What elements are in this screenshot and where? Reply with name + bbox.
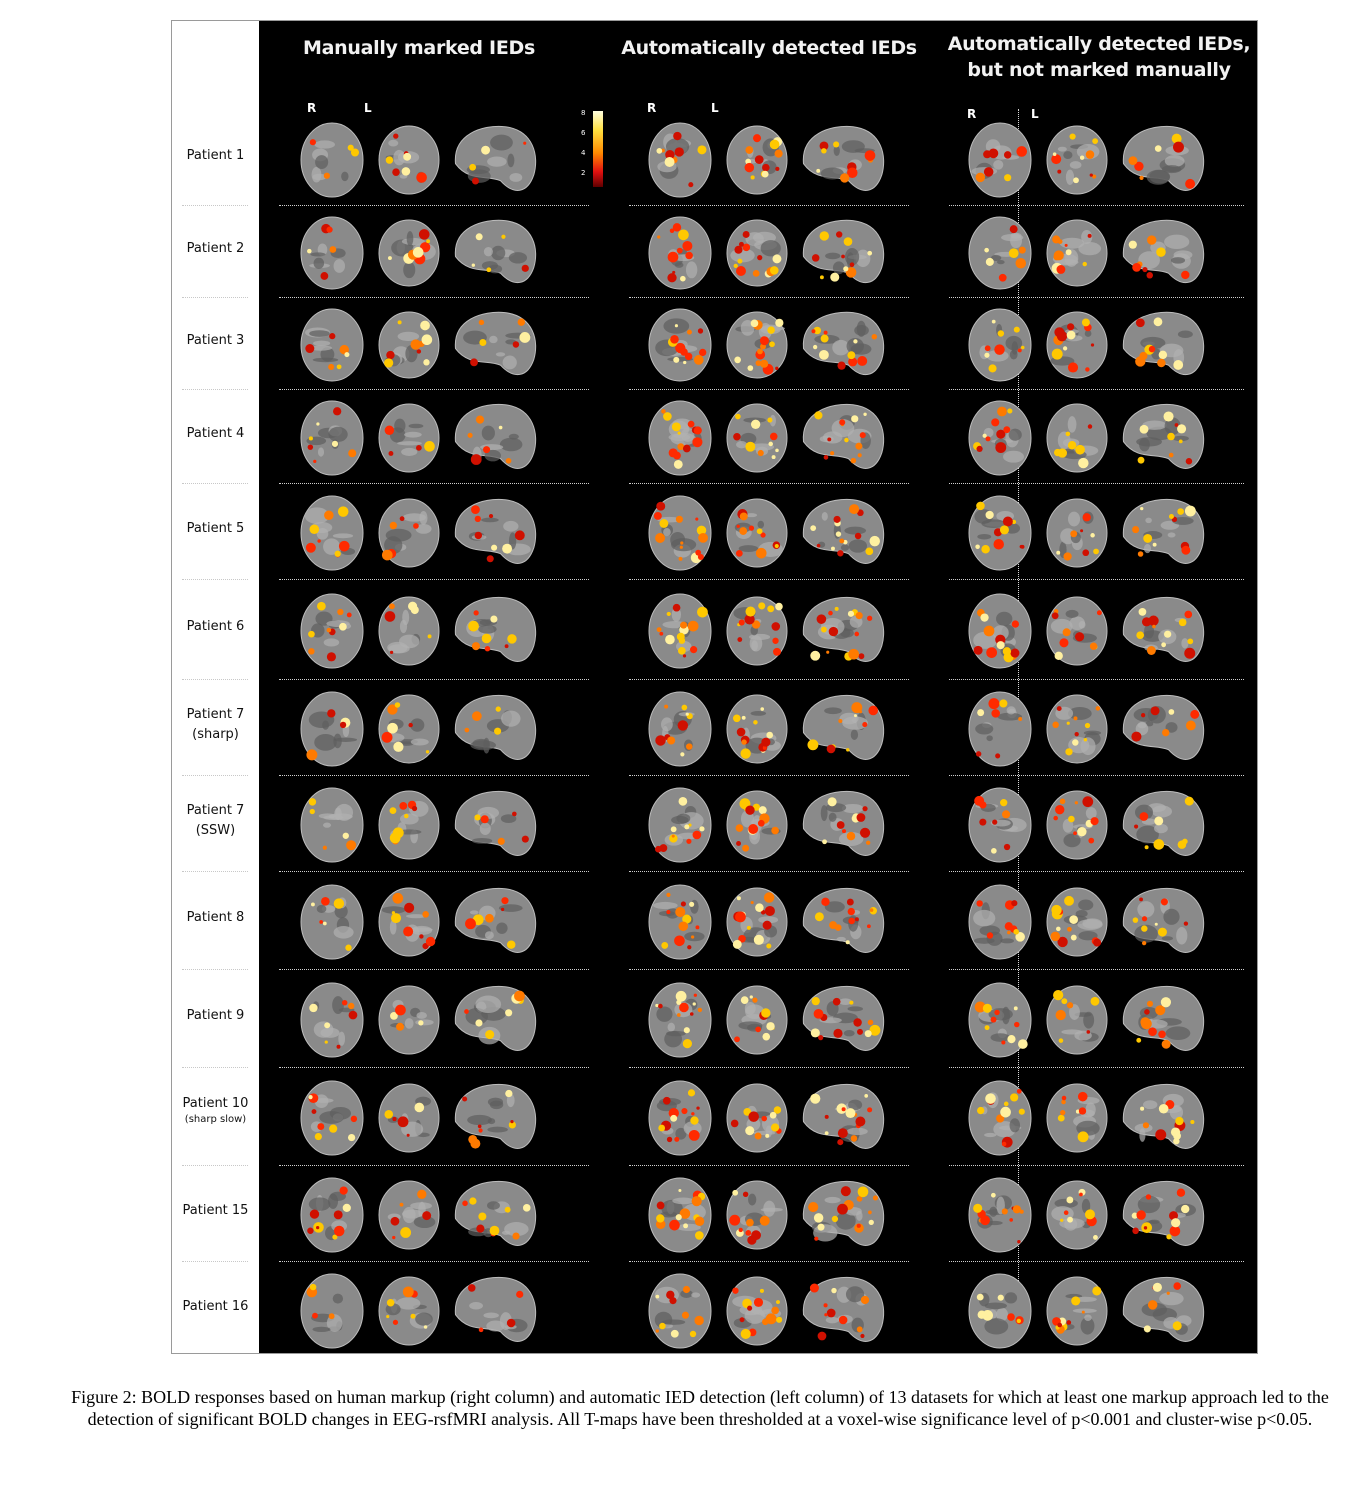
brain-slice-sagittal xyxy=(799,309,889,386)
colorbar-tick: 6 xyxy=(581,129,586,137)
brain-slice-coronal xyxy=(1045,984,1109,1061)
brain-slice-coronal xyxy=(1045,595,1109,672)
row-separator xyxy=(629,775,909,776)
brain-slice-coronal xyxy=(377,310,441,385)
row-label xyxy=(172,519,259,539)
row-separator xyxy=(629,389,909,390)
brain-slice-sagittal xyxy=(1119,123,1209,202)
row-separator xyxy=(949,679,1244,680)
patient-label: Patient 1 xyxy=(186,148,245,163)
brain-slice-axial xyxy=(299,1176,365,1259)
patient-label: Patient 4 xyxy=(186,426,245,441)
brain-slice-sagittal xyxy=(451,309,541,386)
brain-slice-sagittal xyxy=(799,123,889,202)
brain-slice-sagittal xyxy=(451,1081,541,1160)
label-separator xyxy=(182,1067,248,1068)
row-separator xyxy=(949,1067,1244,1068)
brain-slice-axial xyxy=(967,494,1033,577)
patient-sublabel: (SSW) xyxy=(195,823,236,838)
row-separator xyxy=(629,1261,909,1262)
row-label xyxy=(172,1094,259,1126)
brain-slice-coronal xyxy=(725,1179,789,1256)
brain-slice-sagittal xyxy=(451,692,541,771)
patient-label: Patient 16 xyxy=(182,1299,249,1314)
brain-slice-axial xyxy=(967,399,1033,482)
brain-slice-axial xyxy=(647,494,713,577)
brain-slice-coronal xyxy=(725,789,789,866)
row-separator xyxy=(629,969,909,970)
row-label xyxy=(172,146,259,166)
brain-slice-coronal xyxy=(377,218,441,293)
label-separator xyxy=(182,871,248,872)
row-separator xyxy=(629,297,909,298)
label-separator xyxy=(182,205,248,206)
brain-slice-sagittal xyxy=(799,1274,889,1353)
brain-slice-coronal xyxy=(725,1275,789,1352)
brain-slice-sagittal xyxy=(1119,1274,1209,1353)
column-title-automatic: Automatically detected IEDs xyxy=(621,37,917,59)
row-label xyxy=(172,705,259,745)
brain-slice-coronal xyxy=(377,693,441,770)
row-separator xyxy=(629,483,909,484)
brain-map-panel xyxy=(259,21,1257,1353)
column-title-manual: Manually marked IEDs xyxy=(303,37,535,59)
row-label xyxy=(172,424,259,444)
row-separator xyxy=(279,775,589,776)
brain-slice-coronal xyxy=(1045,693,1109,770)
brain-slice-sagittal xyxy=(451,496,541,575)
row-label-column xyxy=(172,21,259,1353)
brain-slice-axial xyxy=(967,1079,1033,1162)
row-label xyxy=(172,239,259,259)
row-separator xyxy=(279,1261,589,1262)
patient-label: Patient 15 xyxy=(182,1203,249,1218)
row-separator xyxy=(949,1165,1244,1166)
brain-slice-coronal xyxy=(1045,124,1109,201)
brain-slice-sagittal xyxy=(1119,692,1209,771)
colorbar-tick: 8 xyxy=(581,109,586,117)
patient-label: Patient 3 xyxy=(186,333,245,348)
brain-slice-sagittal xyxy=(451,217,541,294)
label-separator xyxy=(182,679,248,680)
row-separator xyxy=(279,871,589,872)
brain-slice-sagittal xyxy=(1119,496,1209,575)
figure-caption: Figure 2: BOLD responses based on human markup (right column) and automatic IED detection (left column) of 13 datasets for which at least one markup approach led to the detection of significant BOLD changes in EEG-rsfMRI analysis. All T-maps have been thresholded at a voxel-wise significance level of p<0.001 and cluster-wise p<0.05. xyxy=(71,1387,1329,1429)
brain-slice-sagittal xyxy=(1119,309,1209,386)
row-separator xyxy=(949,205,1244,206)
brain-slice-sagittal xyxy=(451,983,541,1062)
brain-slice-coronal xyxy=(377,595,441,672)
row-label xyxy=(172,617,259,637)
brain-slice-axial xyxy=(967,121,1033,204)
brain-slice-coronal xyxy=(377,1275,441,1352)
brain-slice-coronal xyxy=(1045,402,1109,479)
brain-slice-sagittal xyxy=(451,123,541,202)
brain-slice-coronal xyxy=(377,1179,441,1256)
brain-slice-sagittal xyxy=(799,401,889,480)
row-label xyxy=(172,1297,259,1317)
row-separator xyxy=(279,297,589,298)
row-separator xyxy=(629,679,909,680)
brain-slice-axial xyxy=(647,883,713,966)
row-separator xyxy=(629,1165,909,1166)
row-separator xyxy=(279,1067,589,1068)
brain-slice-coronal xyxy=(1045,497,1109,574)
brain-slice-sagittal xyxy=(799,885,889,964)
brain-slice-axial xyxy=(967,307,1033,388)
patient-label: Patient 8 xyxy=(186,910,245,925)
row-separator xyxy=(279,389,589,390)
patient-label: Patient 10 xyxy=(182,1096,249,1111)
brain-slice-axial xyxy=(299,215,365,296)
brain-slice-coronal xyxy=(1045,310,1109,385)
label-separator xyxy=(182,1261,248,1262)
brain-slice-coronal xyxy=(377,497,441,574)
colorbar-tick: 2 xyxy=(581,169,586,177)
patient-label: Patient 7 xyxy=(186,803,245,818)
brain-slice-coronal xyxy=(1045,886,1109,963)
brain-slice-axial xyxy=(299,883,365,966)
row-separator xyxy=(279,579,589,580)
brain-slice-coronal xyxy=(725,402,789,479)
patient-label: Patient 2 xyxy=(186,241,245,256)
brain-slice-axial xyxy=(967,592,1033,675)
brain-slice-axial xyxy=(647,981,713,1064)
brain-slice-axial xyxy=(299,690,365,773)
brain-slice-coronal xyxy=(377,124,441,201)
brain-slice-sagittal xyxy=(799,692,889,771)
row-separator xyxy=(949,483,1244,484)
patient-sublabel: (sharp slow) xyxy=(184,1114,247,1125)
brain-slice-coronal xyxy=(377,789,441,866)
brain-slice-coronal xyxy=(725,124,789,201)
label-separator xyxy=(182,579,248,580)
brain-slice-sagittal xyxy=(799,594,889,673)
brain-slice-sagittal xyxy=(1119,1178,1209,1257)
brain-slice-axial xyxy=(647,786,713,869)
brain-slice-axial xyxy=(299,1079,365,1162)
brain-slice-coronal xyxy=(725,984,789,1061)
row-label xyxy=(172,1201,259,1221)
brain-slice-sagittal xyxy=(1119,885,1209,964)
brain-slice-sagittal xyxy=(1119,983,1209,1062)
row-separator xyxy=(949,579,1244,580)
brain-slice-sagittal xyxy=(1119,1081,1209,1160)
brain-slice-axial xyxy=(967,786,1033,869)
left-marker: L xyxy=(711,101,719,115)
brain-slice-axial xyxy=(647,592,713,675)
t-value-colorbar xyxy=(593,111,603,187)
brain-slice-coronal xyxy=(377,402,441,479)
brain-slice-coronal xyxy=(377,1082,441,1159)
brain-slice-sagittal xyxy=(451,788,541,867)
patient-label: Patient 7 xyxy=(186,707,245,722)
right-marker: R xyxy=(647,101,657,115)
brain-slice-sagittal xyxy=(451,594,541,673)
brain-slice-coronal xyxy=(725,218,789,293)
patient-sublabel: (sharp) xyxy=(192,727,239,742)
brain-slice-axial xyxy=(967,215,1033,296)
brain-slice-sagittal xyxy=(451,401,541,480)
row-label xyxy=(172,908,259,928)
right-marker: R xyxy=(967,107,977,121)
brain-slice-axial xyxy=(967,883,1033,966)
brain-slice-axial xyxy=(647,121,713,204)
row-label xyxy=(172,1006,259,1026)
patient-label: Patient 5 xyxy=(186,521,245,536)
brain-slice-sagittal xyxy=(799,983,889,1062)
brain-slice-axial xyxy=(647,399,713,482)
figure-panel xyxy=(171,20,1258,1354)
row-label xyxy=(172,331,259,351)
brain-slice-axial xyxy=(967,1176,1033,1259)
left-marker: L xyxy=(364,101,372,115)
brain-slice-axial xyxy=(647,1079,713,1162)
brain-slice-sagittal xyxy=(799,788,889,867)
brain-slice-axial xyxy=(299,592,365,675)
brain-slice-coronal xyxy=(377,984,441,1061)
brain-slice-axial xyxy=(967,1272,1033,1353)
brain-slice-coronal xyxy=(725,1082,789,1159)
brain-slice-coronal xyxy=(725,693,789,770)
label-separator xyxy=(182,1165,248,1166)
brain-slice-axial xyxy=(299,399,365,482)
brain-slice-coronal xyxy=(1045,218,1109,293)
row-separator xyxy=(279,483,589,484)
brain-slice-coronal xyxy=(725,886,789,963)
brain-slice-coronal xyxy=(1045,1179,1109,1256)
row-label xyxy=(172,801,259,841)
brain-slice-sagittal xyxy=(451,1274,541,1353)
brain-slice-coronal xyxy=(725,595,789,672)
brain-slice-coronal xyxy=(1045,789,1109,866)
brain-slice-axial xyxy=(647,1272,713,1353)
label-separator xyxy=(182,969,248,970)
brain-slice-axial xyxy=(299,981,365,1064)
row-separator xyxy=(279,205,589,206)
brain-slice-sagittal xyxy=(451,1178,541,1257)
brain-slice-sagittal xyxy=(1119,788,1209,867)
brain-slice-axial xyxy=(299,121,365,204)
brain-slice-coronal xyxy=(1045,1275,1109,1352)
column-title-auto-not-manual: Automatically detected IEDs, but not marked manually xyxy=(947,33,1251,81)
patient-label: Patient 9 xyxy=(186,1008,245,1023)
row-separator xyxy=(629,579,909,580)
row-separator xyxy=(949,775,1244,776)
brain-slice-axial xyxy=(967,981,1033,1064)
row-separator xyxy=(949,871,1244,872)
brain-slice-sagittal xyxy=(451,885,541,964)
brain-slice-coronal xyxy=(725,497,789,574)
row-separator xyxy=(279,969,589,970)
brain-slice-axial xyxy=(647,690,713,773)
brain-slice-coronal xyxy=(1045,1082,1109,1159)
label-separator xyxy=(182,775,248,776)
label-separator xyxy=(182,389,248,390)
row-separator xyxy=(279,1165,589,1166)
brain-slice-axial xyxy=(299,786,365,869)
label-separator xyxy=(182,483,248,484)
brain-slice-axial xyxy=(967,690,1033,773)
row-separator xyxy=(629,1067,909,1068)
row-separator xyxy=(279,679,589,680)
row-separator xyxy=(949,297,1244,298)
brain-slice-axial xyxy=(299,494,365,577)
brain-slice-coronal xyxy=(377,886,441,963)
row-separator xyxy=(949,969,1244,970)
brain-slice-sagittal xyxy=(1119,594,1209,673)
brain-slice-axial xyxy=(299,1272,365,1353)
brain-slice-sagittal xyxy=(799,217,889,294)
row-separator xyxy=(629,871,909,872)
right-marker: R xyxy=(307,101,317,115)
brain-slice-sagittal xyxy=(1119,401,1209,480)
patient-label: Patient 6 xyxy=(186,619,245,634)
brain-slice-sagittal xyxy=(799,1178,889,1257)
brain-slice-axial xyxy=(647,1176,713,1259)
row-separator xyxy=(949,389,1244,390)
row-separator xyxy=(629,205,909,206)
colorbar-tick: 4 xyxy=(581,149,586,157)
brain-slice-coronal xyxy=(725,310,789,385)
row-separator xyxy=(949,1261,1244,1262)
brain-slice-sagittal xyxy=(799,496,889,575)
brain-slice-axial xyxy=(299,307,365,388)
brain-slice-sagittal xyxy=(799,1081,889,1160)
brain-slice-axial xyxy=(647,215,713,296)
brain-slice-sagittal xyxy=(1119,217,1209,294)
label-separator xyxy=(182,297,248,298)
brain-slice-axial xyxy=(647,307,713,388)
left-marker: L xyxy=(1031,107,1039,121)
